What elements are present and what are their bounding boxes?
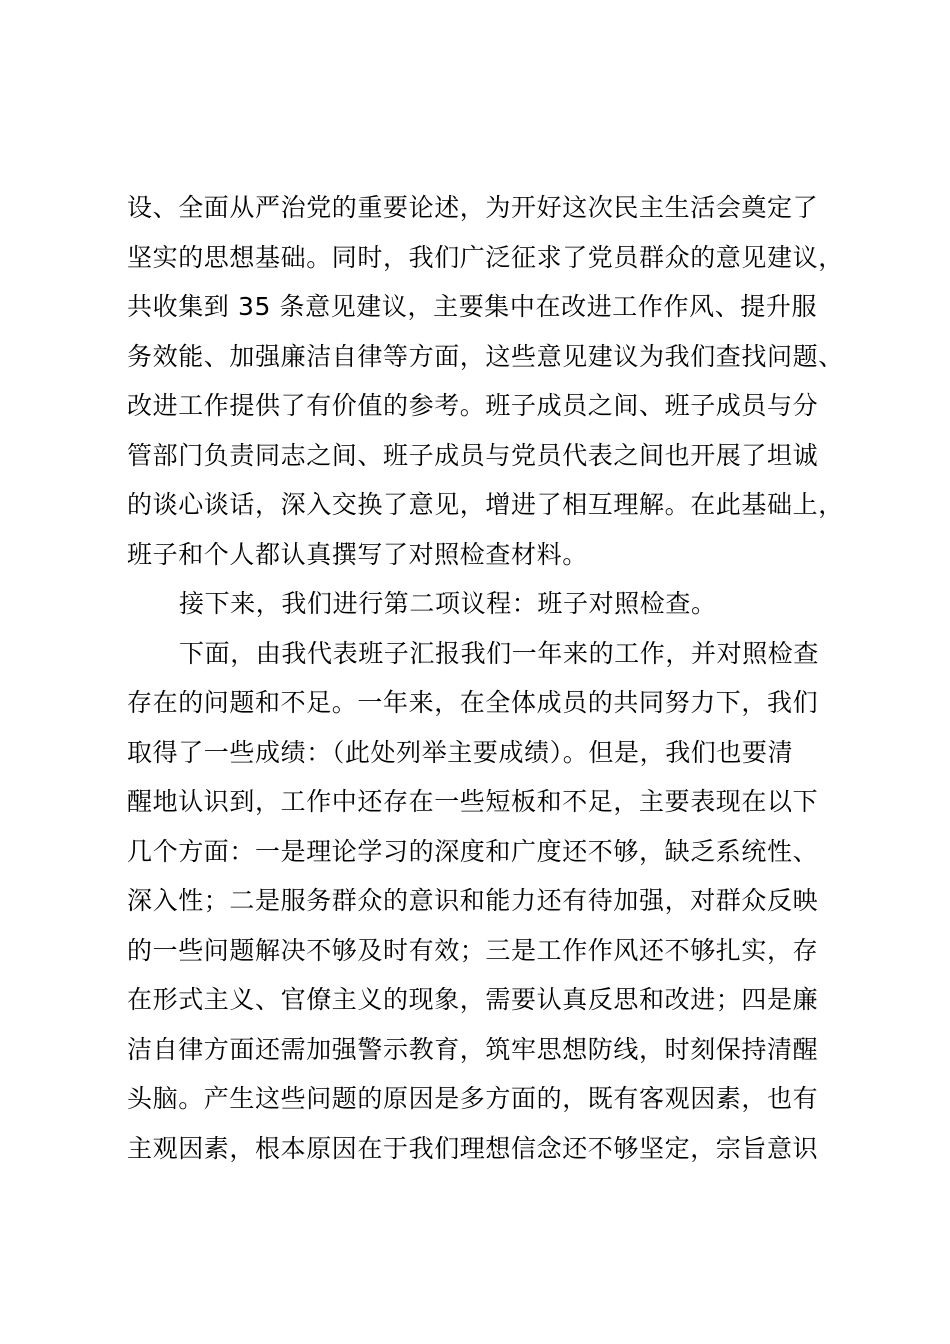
text-line: 的一些问题解决不够及时有效；三是工作作风还不够扎实，存 bbox=[127, 935, 819, 965]
text-line: 坚实的思想基础。同时，我们广泛征求了党员群众的意见建议， bbox=[127, 242, 844, 272]
document-body bbox=[127, 183, 862, 1173]
text-line: 几个方面：一是理论学习的深度和广度还不够，缺乏系统性、 bbox=[127, 836, 819, 866]
text-line: 深入性；二是服务群众的意识和能力还有待加强，对群众反映 bbox=[127, 886, 819, 915]
text-line: 在形式主义、官僚主义的现象，需要认真反思和改进；四是廉 bbox=[127, 985, 819, 1014]
text-line: 主观因素，根本原因在于我们理想信念还不够坚定，宗旨意识 bbox=[127, 1133, 819, 1163]
text-line: 务效能、加强廉洁自律等方面，这些意见建议为我们查找问题、 bbox=[127, 341, 844, 371]
text-line: 头脑。产生这些问题的原因是多方面的，既有客观因素，也有 bbox=[127, 1084, 819, 1113]
text-line: 设、全面从严治党的重要论述，为开好这次民主生活会奠定了 bbox=[127, 193, 819, 222]
text-line: 洁自律方面还需加强警示教育，筑牢思想防线，时刻保持清醒 bbox=[127, 1034, 819, 1064]
text-line: 醒地认识到，工作中还存在一些短板和不足，主要表现在以下 bbox=[127, 787, 819, 816]
text-line: 管部门负责同志之间、班子成员与党员代表之间也开展了坦诚 bbox=[127, 440, 819, 470]
text-line: 班子和个人都认真撰写了对照检查材料。 bbox=[127, 539, 588, 569]
text-line: 存在的问题和不足。一年来，在全体成员的共同努力下，我们 bbox=[127, 688, 819, 717]
paragraph-first-line: 下面，由我代表班子汇报我们一年来的工作，并对照检查 bbox=[179, 638, 820, 668]
paragraph-first-line: 接下来，我们进行第二项议程：班子对照检查。 bbox=[179, 589, 717, 618]
text-line: 的谈心谈话，深入交换了意见，增进了相互理解。在此基础上， bbox=[127, 490, 844, 519]
text-line: 共收集到 35 条意见建议，主要集中在改进工作作风、提升服 bbox=[127, 292, 818, 321]
text-line: 取得了一些成绩：（此处列举主要成绩）。但是，我们也要清 bbox=[127, 737, 794, 767]
text-line: 改进工作提供了有价值的参考。班子成员之间、班子成员与分 bbox=[127, 391, 819, 420]
